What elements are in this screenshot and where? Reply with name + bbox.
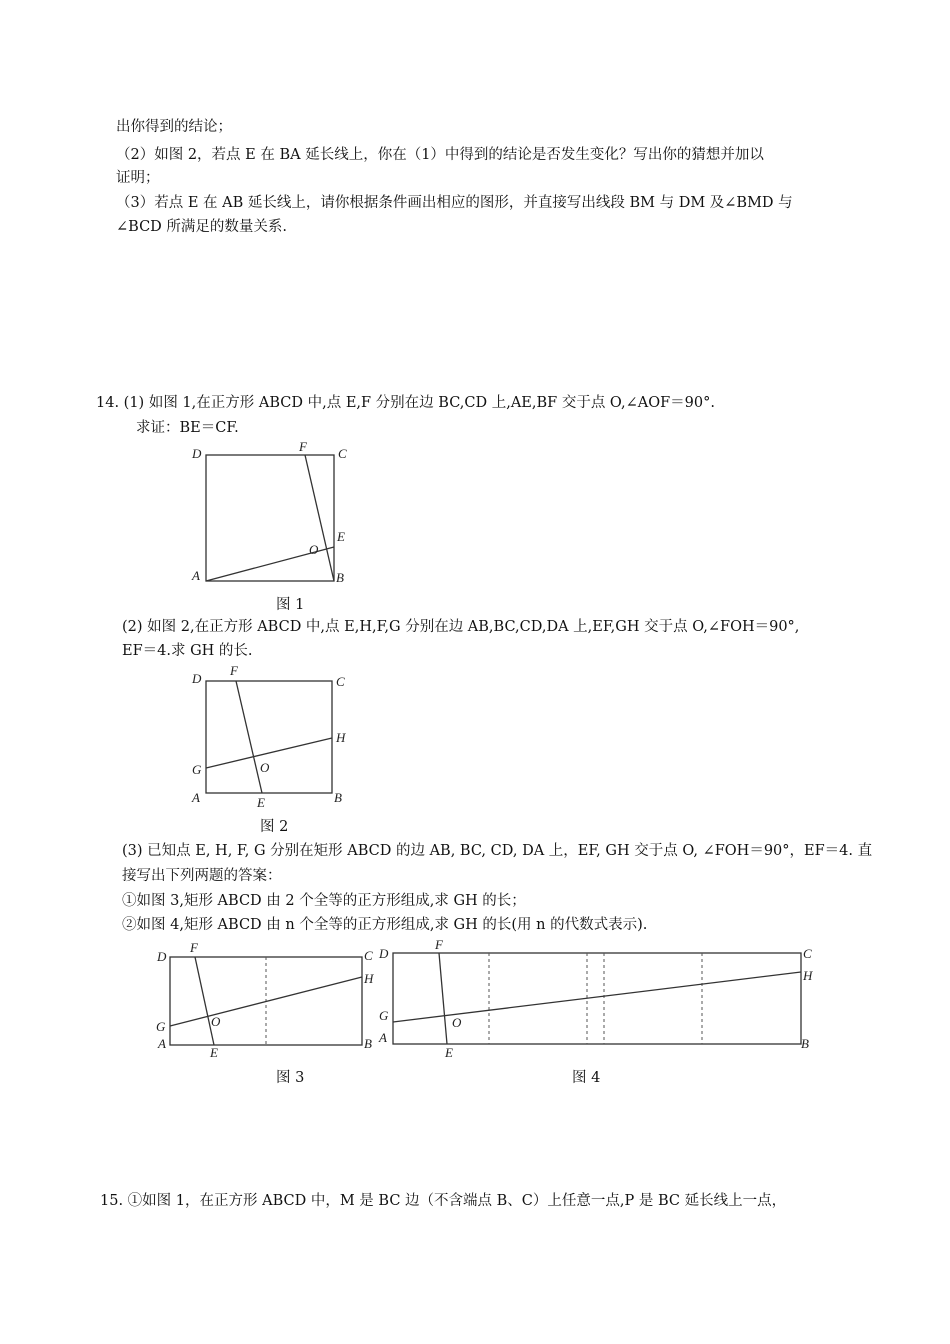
fig2-label-e: E	[257, 795, 265, 810]
fig4-label-e: E	[445, 1045, 453, 1060]
fig4-label-c: C	[803, 946, 812, 961]
problem15-line-1: 15. ①如图 1，在正方形 ABCD 中，M 是 BC 边（不含端点 B、C）上任意一点,P 是 BC 延长线上一点，	[100, 1193, 787, 1209]
fig3-label-a: A	[158, 1036, 166, 1051]
fig1-label-a: A	[192, 568, 200, 583]
fig2-label-f: F	[230, 663, 238, 678]
problem14-part3-line-1: (3) 已知点 E, H, F, G 分别在矩形 ABCD 的边 AB, BC, CD, DA 上，EF, GH 交于点 O, ∠FOH＝90°，EF＝4. 直	[122, 843, 873, 859]
problem14-part1-line-2: 求证：BE＝CF.	[136, 420, 239, 436]
fig1-label-c: C	[338, 446, 347, 461]
fig3-label-h: H	[364, 971, 374, 986]
fig1-label-e: E	[337, 529, 345, 544]
fig2-label-c: C	[336, 674, 345, 689]
fig3-label-c: C	[364, 948, 373, 963]
problem14-part2-line-2: EF＝4.求 GH 的长.	[122, 643, 253, 659]
problem14-part2-line-1: (2) 如图 2,在正方形 ABCD 中,点 E,H,F,G 分别在边 AB,BC,CD,DA 上,EF,GH 交于点 O,∠FOH＝90°,	[122, 619, 800, 635]
fig3-label-g: G	[156, 1019, 166, 1034]
fig4-label-o: O	[452, 1015, 462, 1030]
fig4-rectangle	[393, 953, 801, 1044]
fig3-label-b: B	[364, 1036, 372, 1051]
fig1-label-o: O	[309, 542, 319, 557]
figure-3	[150, 940, 382, 1060]
fig4-label-h: H	[803, 968, 813, 983]
prev-problem-line-3: 证明；	[116, 170, 160, 186]
fig4-label-b: B	[801, 1036, 809, 1051]
figure-4	[375, 937, 820, 1060]
fig1-segment-bf	[305, 455, 334, 581]
prev-problem-line-4: （3）若点 E 在 AB 延长线上，请你根据条件画出相应的图形，并直接写出线段 BM 与 DM 及∠BMD 与	[116, 195, 793, 211]
figure-1	[190, 440, 360, 585]
prev-problem-line-5: ∠BCD 所满足的数量关系.	[116, 219, 288, 235]
fig2-segment-ef	[236, 681, 262, 793]
figure-2-caption: 图 2	[260, 819, 289, 835]
problem14-part3-line-4: ②如图 4,矩形 ABCD 由 n 个全等的正方形组成,求 GH 的长(用 n 的代数式表示).	[122, 917, 648, 933]
fig2-square	[206, 681, 332, 793]
fig4-segment-ef	[439, 953, 447, 1044]
fig4-label-a: A	[379, 1030, 387, 1045]
fig2-label-b: B	[334, 790, 342, 805]
fig2-label-o: O	[260, 760, 270, 775]
fig4-label-f: F	[435, 937, 443, 952]
fig1-label-f: F	[299, 439, 307, 454]
problem14-part3-line-2: 接写出下列两题的答案：	[122, 868, 282, 884]
fig2-label-d: D	[192, 671, 202, 686]
fig4-label-d: D	[379, 946, 389, 961]
problem14-part3-line-3: ①如图 3,矩形 ABCD 由 2 个全等的正方形组成,求 GH 的长；	[122, 893, 526, 909]
fig3-segment-ef	[195, 957, 214, 1045]
prev-problem-line-2: （2）如图 2，若点 E 在 BA 延长线上，你在（1）中得到的结论是否发生变化？写出你的猜想并加以	[116, 147, 764, 163]
problem14-part1-line-1: 14. (1) 如图 1,在正方形 ABCD 中,点 E,F 分别在边 BC,CD 上,AE,BF 交于点 O,∠AOF＝90°.	[96, 395, 715, 411]
fig3-label-e: E	[210, 1045, 218, 1060]
fig3-label-f: F	[190, 940, 198, 955]
fig1-label-b: B	[336, 570, 344, 585]
fig4-label-g: G	[379, 1008, 389, 1023]
fig1-label-d: D	[192, 446, 202, 461]
fig2-label-g: G	[192, 762, 202, 777]
figure-2	[190, 662, 360, 810]
fig2-label-h: H	[336, 730, 346, 745]
fig2-label-a: A	[192, 790, 200, 805]
figure-4-caption: 图 4	[572, 1070, 601, 1086]
figure-1-caption: 图 1	[276, 597, 305, 613]
figure-3-caption: 图 3	[276, 1070, 305, 1086]
fig3-label-d: D	[157, 949, 167, 964]
prev-problem-line-1: 出你得到的结论；	[116, 119, 232, 135]
fig3-label-o: O	[211, 1014, 221, 1029]
fig1-square	[206, 455, 334, 581]
